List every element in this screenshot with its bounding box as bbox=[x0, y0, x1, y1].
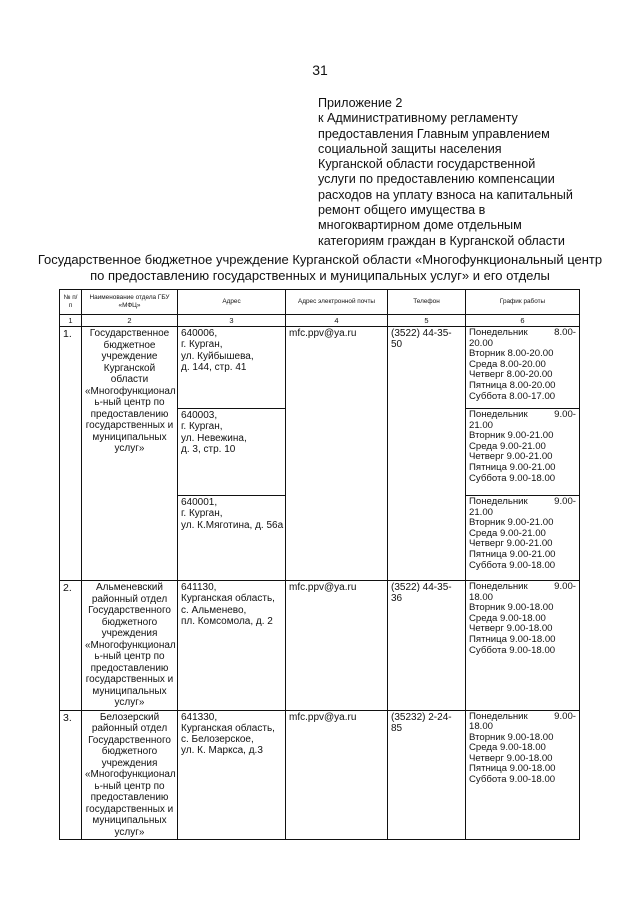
schedule-line: Четверг 9.00-18.00 bbox=[469, 752, 553, 764]
address-line: 641330, bbox=[181, 711, 218, 723]
schedule-from: 9.00- bbox=[554, 581, 576, 592]
appendix-line: к Административному регламенту bbox=[318, 111, 518, 126]
header-phone: Телефон bbox=[388, 290, 466, 315]
address-cell bbox=[178, 409, 286, 496]
appendix-line: Курганской области государственной bbox=[318, 157, 536, 172]
table-header-row bbox=[60, 290, 580, 315]
row-number: 2. bbox=[60, 581, 82, 711]
address-line: с. Белозерское, bbox=[181, 734, 254, 746]
schedule-line: Вторник 9.00-21.00 bbox=[469, 430, 554, 442]
header-address: Адрес bbox=[178, 290, 286, 315]
address-line: г. Курган, bbox=[181, 421, 223, 433]
appendix-line: расходов на уплату взноса на капитальный bbox=[318, 187, 573, 202]
schedule-line: Четверг 9.00-21.00 bbox=[469, 538, 553, 550]
schedule-cell bbox=[466, 409, 580, 496]
schedule-line: Суббота 9.00-18.00 bbox=[469, 559, 556, 571]
address-line: пл. Комсомола, д. 2 bbox=[181, 615, 273, 627]
schedule-line: Четверг 8.00-20.00 bbox=[469, 369, 553, 381]
schedule-line: Четверг 9.00-18.00 bbox=[469, 623, 553, 635]
address-line: ул. К.Мяготина, д. 56а bbox=[181, 519, 284, 531]
address-line: 640001, bbox=[181, 497, 218, 508]
column-numbers-row bbox=[60, 315, 580, 327]
address-line: с. Альменево, bbox=[181, 604, 247, 616]
schedule-day: Понедельник bbox=[469, 327, 528, 338]
schedule-day: Понедельник bbox=[469, 710, 528, 722]
department-name: Альменевский районный отдел Государственного бюджетного учреждения «Многофункционал ь-ный центр по предоставлению государственных и муниципальных услуг» bbox=[82, 581, 178, 711]
row-number: 3. bbox=[60, 710, 82, 840]
address-line: 640003, bbox=[181, 410, 218, 421]
schedule-from: 9.00- bbox=[554, 496, 576, 507]
address-line: ул. К. Маркса, д.3 bbox=[181, 745, 263, 757]
header-num: № п/п bbox=[60, 290, 82, 315]
schedule-line: Среда 9.00-18.00 bbox=[469, 612, 546, 624]
email-cell: mfc.ppv@ya.ru bbox=[286, 581, 388, 711]
phone-cell: (3522) 44-35-50 bbox=[388, 327, 466, 581]
header-name: Наименование отдела ГБУ «МФЦ» bbox=[82, 290, 178, 315]
schedule-line: Вторник 9.00-18.00 bbox=[469, 602, 554, 614]
schedule-day: Понедельник bbox=[469, 409, 528, 420]
schedule-line: Суббота 9.00-18.00 bbox=[469, 644, 556, 656]
header-email: Адрес электронной почты bbox=[286, 290, 388, 315]
address-line: д. 144, стр. 41 bbox=[181, 361, 247, 373]
email-cell: mfc.ppv@ya.ru bbox=[286, 327, 388, 581]
schedule-line: 21.00 bbox=[469, 506, 494, 518]
document-title bbox=[30, 252, 610, 284]
table-row bbox=[60, 710, 580, 840]
schedule-line: Суббота 9.00-18.00 bbox=[469, 774, 556, 786]
schedule-line: Суббота 9.00-18.00 bbox=[469, 472, 556, 484]
department-name: Государственное бюджетное учреждение Курганской области «Многофункционал ь-ный центр по предоставлению государственных и муниципальных услуг» bbox=[82, 327, 178, 581]
appendix-header bbox=[318, 96, 618, 249]
page-number: 31 bbox=[312, 62, 328, 78]
appendix-line: категориям граждан в Курганской области bbox=[318, 233, 565, 248]
title-line: по предоставлению государственных и муниципальных услуг» и его отделы bbox=[90, 268, 550, 283]
schedule-line: Среда 8.00-20.00 bbox=[469, 358, 546, 370]
schedule-line: 21.00 bbox=[469, 419, 494, 431]
col-number: 5 bbox=[388, 315, 466, 327]
branches-table bbox=[59, 289, 580, 840]
schedule-first-line bbox=[469, 582, 576, 593]
col-number: 4 bbox=[286, 315, 388, 327]
address-line: 641130, bbox=[181, 582, 217, 593]
schedule-line: Пятница 9.00-18.00 bbox=[469, 633, 556, 645]
schedule-line: Четверг 9.00-21.00 bbox=[469, 451, 553, 463]
address-line: 640006, bbox=[181, 328, 218, 339]
appendix-line: социальной защиты населения bbox=[318, 141, 502, 156]
address-line: д. 3, стр. 10 bbox=[181, 443, 236, 455]
schedule-line: 20.00 bbox=[469, 337, 494, 349]
col-number: 1 bbox=[60, 315, 82, 327]
schedule-first-line bbox=[469, 328, 576, 339]
table-row bbox=[60, 581, 580, 711]
department-name: Белозерский районный отдел Государственного бюджетного учреждения «Многофункционал ь-ный центр по предоставлению государственных и муниципальных услуг» bbox=[82, 710, 178, 840]
schedule-line: Среда 9.00-18.00 bbox=[469, 742, 546, 754]
col-number: 3 bbox=[178, 315, 286, 327]
schedule-line: 18.00 bbox=[469, 721, 494, 733]
header-schedule: График работы bbox=[466, 290, 580, 315]
table-row bbox=[60, 327, 580, 409]
phone-cell: (35232) 2-24-85 bbox=[388, 710, 466, 840]
address-line: Курганская область, bbox=[181, 593, 275, 605]
phone-cell: (3522) 44-35-36 bbox=[388, 581, 466, 711]
schedule-cell bbox=[466, 710, 580, 840]
address-cell bbox=[178, 496, 286, 581]
schedule-day: Понедельник bbox=[469, 581, 528, 592]
schedule-line: Вторник 8.00-20.00 bbox=[469, 348, 554, 360]
schedule-day: Понедельник bbox=[469, 496, 528, 507]
appendix-line: услуги по предоставлению компенсации bbox=[318, 172, 555, 187]
address-cell bbox=[178, 327, 286, 409]
title-line: Государственное бюджетное учреждение Курганской области «Многофункциональный центр bbox=[37, 252, 603, 267]
schedule-line: Пятница 9.00-21.00 bbox=[469, 461, 556, 473]
appendix-line: предоставления Главным управлением bbox=[318, 126, 550, 141]
schedule-from: 8.00- bbox=[554, 327, 576, 338]
schedule-line: Пятница 8.00-20.00 bbox=[469, 379, 556, 391]
address-line: Курганская область, bbox=[181, 722, 275, 734]
schedule-line: Среда 9.00-21.00 bbox=[469, 440, 546, 452]
schedule-first-line bbox=[469, 410, 576, 421]
schedule-first-line bbox=[469, 497, 576, 508]
address-line: г. Курган, bbox=[181, 508, 223, 520]
col-number: 2 bbox=[82, 315, 178, 327]
address-cell bbox=[178, 710, 286, 840]
col-number: 6 bbox=[466, 315, 580, 327]
address-line: г. Курган, bbox=[181, 339, 223, 351]
address-line: ул. Куйбышева, bbox=[181, 350, 254, 362]
schedule-line: Вторник 9.00-18.00 bbox=[469, 731, 554, 743]
schedule-line: 18.00 bbox=[469, 591, 494, 603]
row-number: 1. bbox=[60, 327, 82, 581]
schedule-cell bbox=[466, 581, 580, 711]
appendix-line: Приложение 2 bbox=[318, 96, 403, 110]
schedule-cell bbox=[466, 496, 580, 581]
schedule-cell bbox=[466, 327, 580, 409]
appendix-line: ремонт общего имущества в bbox=[318, 203, 486, 218]
appendix-line: многоквартирном доме отдельным bbox=[318, 218, 522, 233]
address-cell bbox=[178, 581, 286, 711]
schedule-line: Среда 9.00-21.00 bbox=[469, 527, 546, 539]
address-line: ул. Невежина, bbox=[181, 432, 247, 444]
schedule-from: 9.00- bbox=[554, 710, 576, 722]
schedule-line: Вторник 9.00-21.00 bbox=[469, 517, 554, 529]
schedule-line: Пятница 9.00-21.00 bbox=[469, 548, 556, 560]
schedule-from: 9.00- bbox=[554, 409, 576, 420]
schedule-line: Суббота 8.00-17.00 bbox=[469, 390, 556, 402]
email-cell: mfc.ppv@ya.ru bbox=[286, 710, 388, 840]
schedule-line: Пятница 9.00-18.00 bbox=[469, 763, 556, 775]
